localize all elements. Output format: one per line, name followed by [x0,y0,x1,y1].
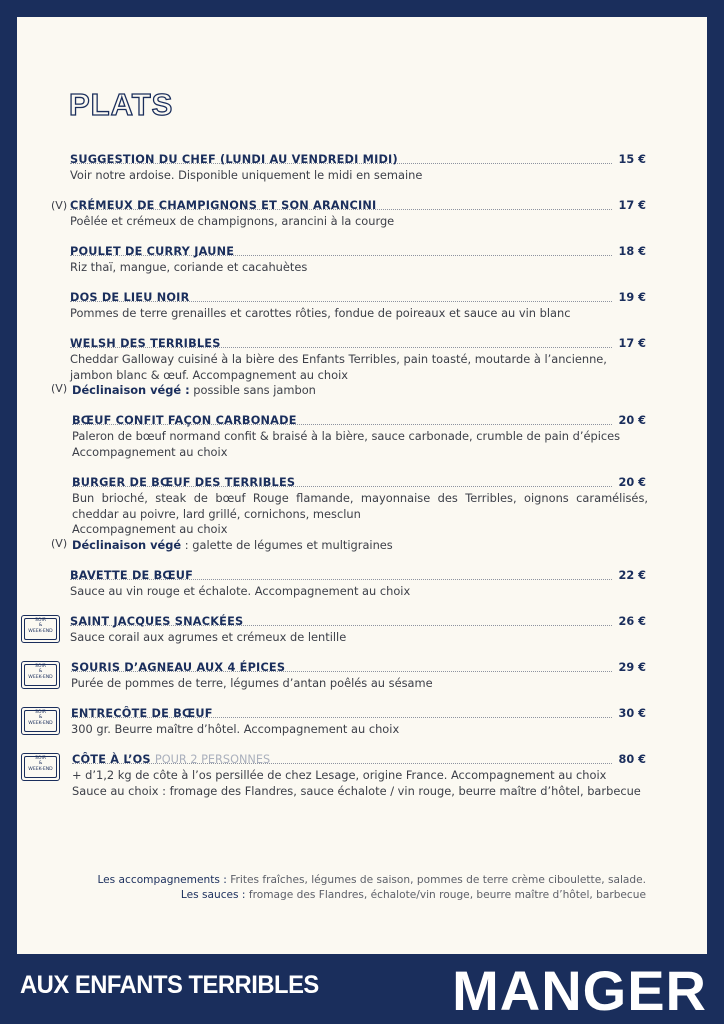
item-price: 22 € [618,569,646,582]
item-name: ENTRECÔTE DE BŒUF [71,707,213,720]
item-name: BURGER DE BŒUF DES TERRIBLES [72,476,296,489]
item-description: Voir notre ardoise. Disponible uniquement le midi en semaine [70,168,423,182]
brand-logo: AUX ENFANTS TERRIBLES [20,971,319,999]
vegetarian-variant: Déclinaison végé : possible sans jambon [72,383,316,397]
vegetarian-mark: (V) [51,382,68,395]
sauces-note: Les sauces : fromage des Flandres, échalote/vin rouge, beurre maître d’hôtel, barbecue [180,889,646,901]
evening-weekend-badge: SOIR & WEEK-END [21,753,60,781]
section-label: MANGER [452,959,707,1022]
item-price: 20 € [618,414,646,427]
item-description: Sauce corail aux agrumes et crémeux de lentille [70,630,347,644]
item-name: CÔTE À L’OS POUR 2 PERSONNES [72,753,271,766]
evening-weekend-badge: SOIR & WEEK-END [21,615,60,643]
sides-note: Les accompagnements : Frites fraîches, légumes de saison, pommes de terre crème ciboulette, salade. [97,874,646,886]
item-description: Pommes de terre grenailles et carottes rôties, fondue de poireaux et sauce au vin blanc [70,306,571,320]
item-name: POULET DE CURRY JAUNE [70,245,235,258]
item-name: BŒUF CONFIT FAÇON CARBONADE [72,414,297,427]
item-name-suffix: POUR 2 PERSONNES [154,753,271,766]
page-title: PLATS [69,87,174,122]
item-description: Purée de pommes de terre, légumes d’antan poêlés au sésame [71,676,433,690]
item-description: Poêlée et crémeux de champignons, arancini à la courge [70,214,395,228]
item-description: Bun brioché, steak de bœuf Rouge flamande, mayonnaise des Terribles, oignons caramélisés, cheddar au poivre, lard grillé, cornichons, mesclun [72,491,648,521]
menu-page [17,17,707,954]
item-name: CRÉMEUX DE CHAMPIGNONS ET SON ARANCINI [70,199,377,212]
item-price: 26 € [618,615,646,628]
item-description: Sauce au vin rouge et échalote. Accompagnement au choix [70,584,411,598]
item-name: WELSH DES TERRIBLES [70,337,221,350]
item-name: SUGGESTION DU CHEF (LUNDI AU VENDREDI MIDI) [70,153,398,166]
item-price: 17 € [618,199,646,212]
vegetarian-mark: (V) [51,537,68,550]
vegetarian-variant: Déclinaison végé : galette de légumes et multigraines [72,538,393,552]
item-price: 80 € [618,753,646,766]
item-price: 15 € [618,153,646,166]
item-description: 300 gr. Beurre maître d’hôtel. Accompagnement au choix [71,722,400,736]
item-description: Riz thaï, mangue, coriande et cacahuètes [70,260,308,274]
item-price: 17 € [618,337,646,350]
item-description: + d’1,2 kg de côte à l’os persillée de chez Lesage, origine France. Accompagnement au choix [72,768,607,782]
item-description-extra: Accompagnement au choix [72,522,228,536]
item-price: 19 € [618,291,646,304]
item-price: 18 € [618,245,646,258]
item-price: 30 € [618,707,646,720]
item-description: Paleron de bœuf normand confit & braisé à la bière, sauce carbonade, crumble de pain d’épices Accompagnement au choix [72,429,621,459]
evening-weekend-badge: SOIR & WEEK-END [21,661,60,689]
item-description: Cheddar Galloway cuisiné à la bière des Enfants Terribles, pain toasté, moutarde à l’ancienne, jambon blanc & œuf. Accompagnement au choix [70,352,607,382]
vegetarian-mark: (V) [51,199,68,212]
item-price: 29 € [618,661,646,674]
item-name: SAINT JACQUES SNACKÉES [70,615,244,628]
evening-weekend-badge: SOIR & WEEK-END [21,707,60,735]
item-description-extra: Sauce au choix : fromage des Flandres, sauce échalote / vin rouge, beurre maître d’hôtel, barbecue [72,784,641,798]
item-name: SOURIS D’AGNEAU AUX 4 ÉPICES [71,661,286,674]
item-name: DOS DE LIEU NOIR [70,291,190,304]
item-price: 20 € [618,476,646,489]
item-name: BAVETTE DE BŒUF [70,569,194,582]
